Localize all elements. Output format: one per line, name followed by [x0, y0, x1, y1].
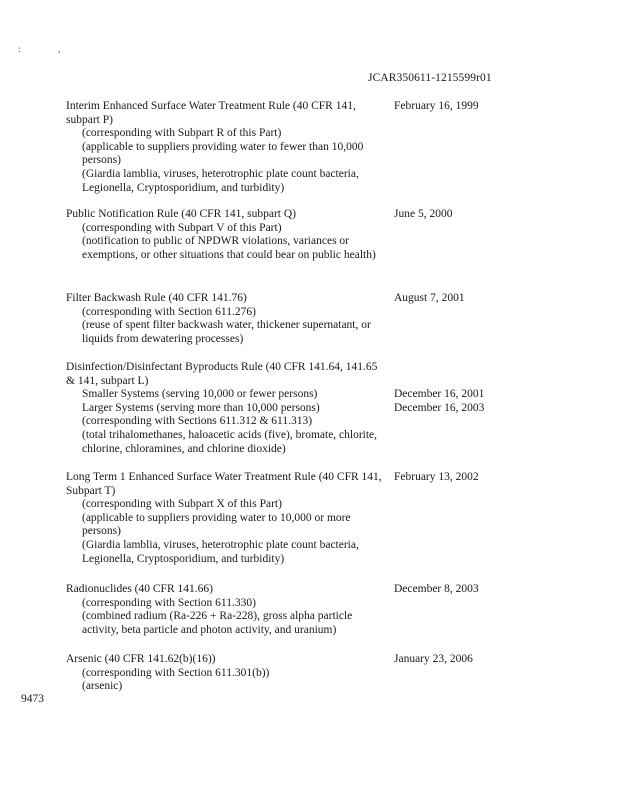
rule-detail: (reuse of spent filter backwash water, thickener supernatant, or liquids from dewatering processes) [82, 319, 371, 345]
page-number: 9473 [21, 693, 44, 705]
rule-detail: (applicable to suppliers providing water to 10,000 or more persons) [82, 511, 351, 538]
rule-date: February 13, 2002 [394, 471, 479, 483]
rule-detail: (arsenic) [82, 680, 123, 693]
rule-detail: (total trihalomethanes, haloacetic acids (five), bromate, chlorite, chlorine, chloramines, and chlorine dioxide) [82, 428, 378, 455]
system-size-label: Smaller Systems (serving 10,000 or fewer persons) [82, 388, 318, 401]
rule-detail: (corresponding with Subpart R of this Part) [82, 127, 282, 140]
rule-date: December 16, 2001 [394, 388, 485, 401]
rule-detail: (corresponding with Section 611.301(b)) [82, 666, 270, 679]
rule-date: December 8, 2003 [394, 583, 479, 595]
rule-date: December 16, 2003 [394, 401, 485, 414]
rule-date: August 7, 2001 [394, 292, 465, 304]
rule-title: Long Term 1 Enhanced Surface Water Treatment Rule (40 CFR 141, Subpart T) [66, 471, 382, 497]
rule-detail: (Giardia lamblia, viruses, heterotrophic plate count bacteria, Legionella, Cryptosporidium, and turbidity) [82, 538, 359, 565]
rule-detail: (applicable to suppliers providing water to fewer than 10,000 persons) [82, 140, 364, 167]
system-size-row [66, 388, 602, 402]
rule-entry [66, 471, 606, 566]
rule-title: Radionuclides (40 CFR 141.66) [66, 583, 213, 595]
rule-title: Interim Enhanced Surface Water Treatment Rule (40 CFR 141, subpart P) [66, 100, 356, 126]
rule-title: Filter Backwash Rule (40 CFR 141.76) [66, 292, 247, 304]
rule-detail: (corresponding with Section 611.330) [82, 596, 256, 609]
document-id: JCAR350611-1215599r01 [368, 72, 492, 84]
scan-mark: : [18, 44, 21, 54]
rule-entry [66, 653, 606, 694]
rule-detail: (Giardia lamblia, viruses, heterotrophic plate count bacteria, Legionella, Cryptosporidium, and turbidity) [82, 167, 359, 194]
rule-detail: (corresponding with Section 611.276) [82, 305, 256, 318]
rule-date: February 16, 1999 [394, 100, 479, 112]
rule-detail: (combined radium (Ra-226 + Ra-228), gross alpha particle activity, beta particle and photon activity, and uranium) [82, 610, 353, 636]
rule-entry [66, 100, 606, 195]
rule-detail: (corresponding with Sections 611.312 & 611.313) [82, 415, 313, 428]
rule-title: Disinfection/Disinfectant Byproducts Rule (40 CFR 141.64, 141.65 & 141, subpart L) [66, 361, 378, 387]
rule-title: Public Notification Rule (40 CFR 141, subpart Q) [66, 208, 296, 220]
rule-detail: (corresponding with Subpart V of this Part) [82, 221, 282, 234]
rule-entry [66, 292, 606, 346]
rule-entry [66, 361, 606, 456]
scan-mark: , [58, 44, 61, 54]
rule-entry [66, 208, 606, 262]
system-size-row [66, 402, 602, 416]
rule-date: January 23, 2006 [394, 653, 473, 665]
rule-title: Arsenic (40 CFR 141.62(b)(16)) [66, 653, 216, 665]
rule-entry [66, 583, 606, 637]
rule-detail: (notification to public of NPDWR violations, variances or exemptions, or other situations that could bear on public health) [82, 235, 376, 261]
rule-date: June 5, 2000 [394, 208, 453, 220]
rule-detail: (corresponding with Subpart X of this Part) [82, 498, 282, 511]
system-size-label: Larger Systems (serving more than 10,000 persons) [82, 401, 320, 414]
